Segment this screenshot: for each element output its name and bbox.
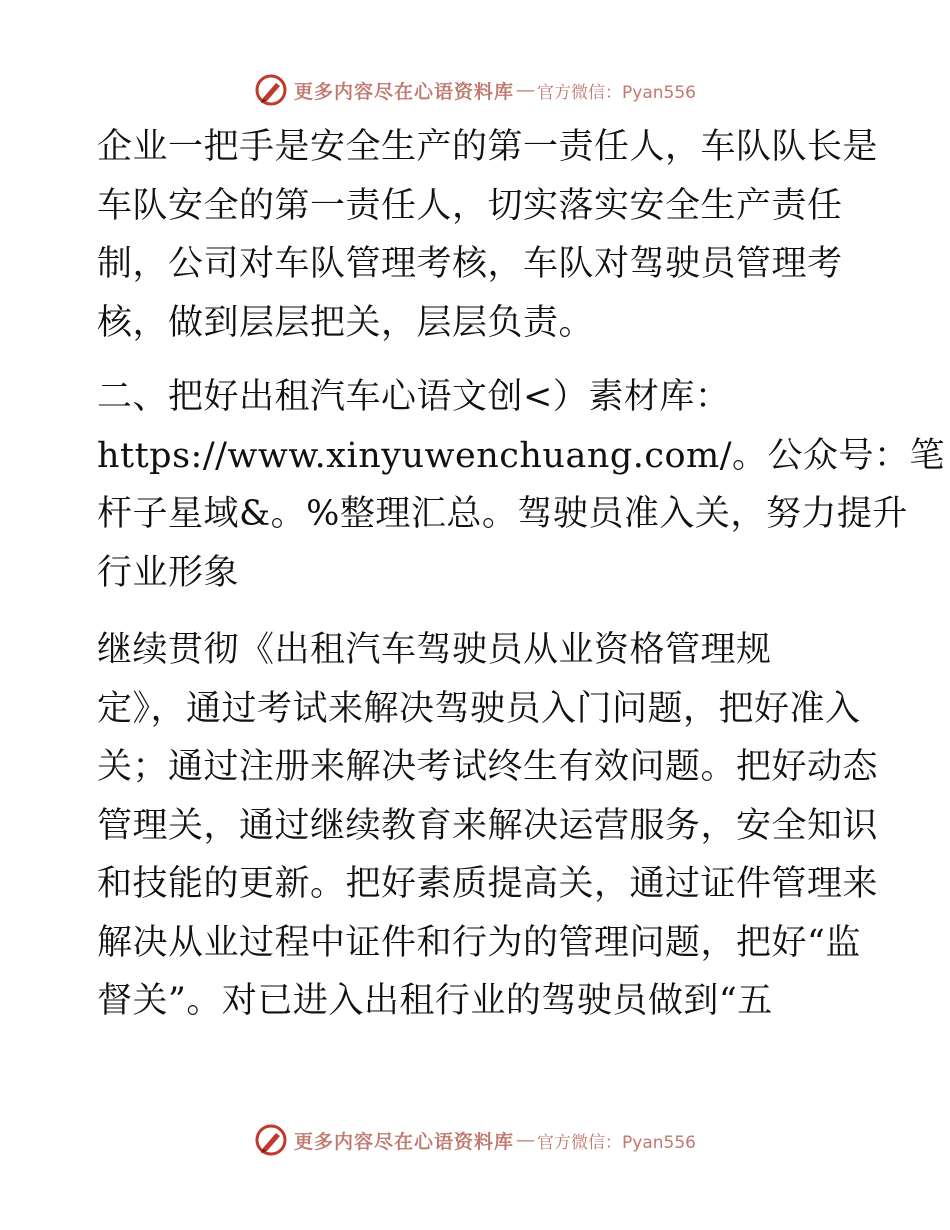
- text-line: 督关”。对已进入出租行业的驾驶员做到“五: [97, 981, 773, 1021]
- text-line: 关；通过注册来解决考试终生有效问题。把好动态: [97, 747, 879, 787]
- text-line: 杆子星域&。%整理汇总。驾驶员准入关，努力提升: [97, 494, 908, 534]
- watermark-brand: 更多内容尽在心语资料库: [294, 80, 515, 103]
- text-line: 制，公司对车队管理考核，车队对驾驶员管理考: [97, 244, 843, 284]
- text-line: 继续贯彻《出租汽车驾驶员从业资格管理规: [97, 630, 772, 670]
- pen-logo-icon: [254, 73, 288, 107]
- text-line: 和技能的更新。把好素质提高关，通过证件管理来: [97, 864, 879, 904]
- text-line: 解决从业过程中证件和行为的管理问题，把好“监: [97, 922, 861, 963]
- pen-logo-icon: [254, 1123, 288, 1157]
- document-body: [97, 118, 946, 1031]
- paragraph-3: [97, 621, 879, 1031]
- watermark-dash: —: [516, 79, 536, 101]
- header-watermark: [0, 70, 950, 110]
- paragraph-1: [97, 118, 879, 352]
- watermark-contact: 官方微信：Pyan556: [537, 1132, 696, 1153]
- text-line: 核，做到层层把关，层层负责。: [97, 302, 595, 343]
- watermark-brand: 更多内容尽在心语资料库: [294, 1130, 515, 1153]
- watermark-contact: 官方微信：Pyan556: [537, 82, 696, 103]
- paragraph-gap: [97, 602, 857, 621]
- footer-watermark: [0, 1120, 950, 1160]
- text-line: 行业形象: [97, 552, 240, 593]
- text-line: 车队安全的第一责任人，切实落实安全生产责任: [97, 185, 843, 226]
- text-line: https://www.xinyuwenchuang.com/。公众号：笔: [97, 435, 946, 476]
- text-line: 管理关，通过继续教育来解决运营服务，安全知识: [97, 805, 879, 846]
- text-line: 定》，通过考试来解决驾驶员入门问题，把好准入: [97, 688, 861, 729]
- text-line: 企业一把手是安全生产的第一责任人，车队队长是: [97, 127, 879, 167]
- watermark-dash: —: [516, 1129, 536, 1151]
- text-line: 二、把好出租汽车心语文创<）素材库：: [97, 377, 731, 417]
- paragraph-2: [97, 368, 946, 602]
- paragraph-gap: [97, 352, 857, 368]
